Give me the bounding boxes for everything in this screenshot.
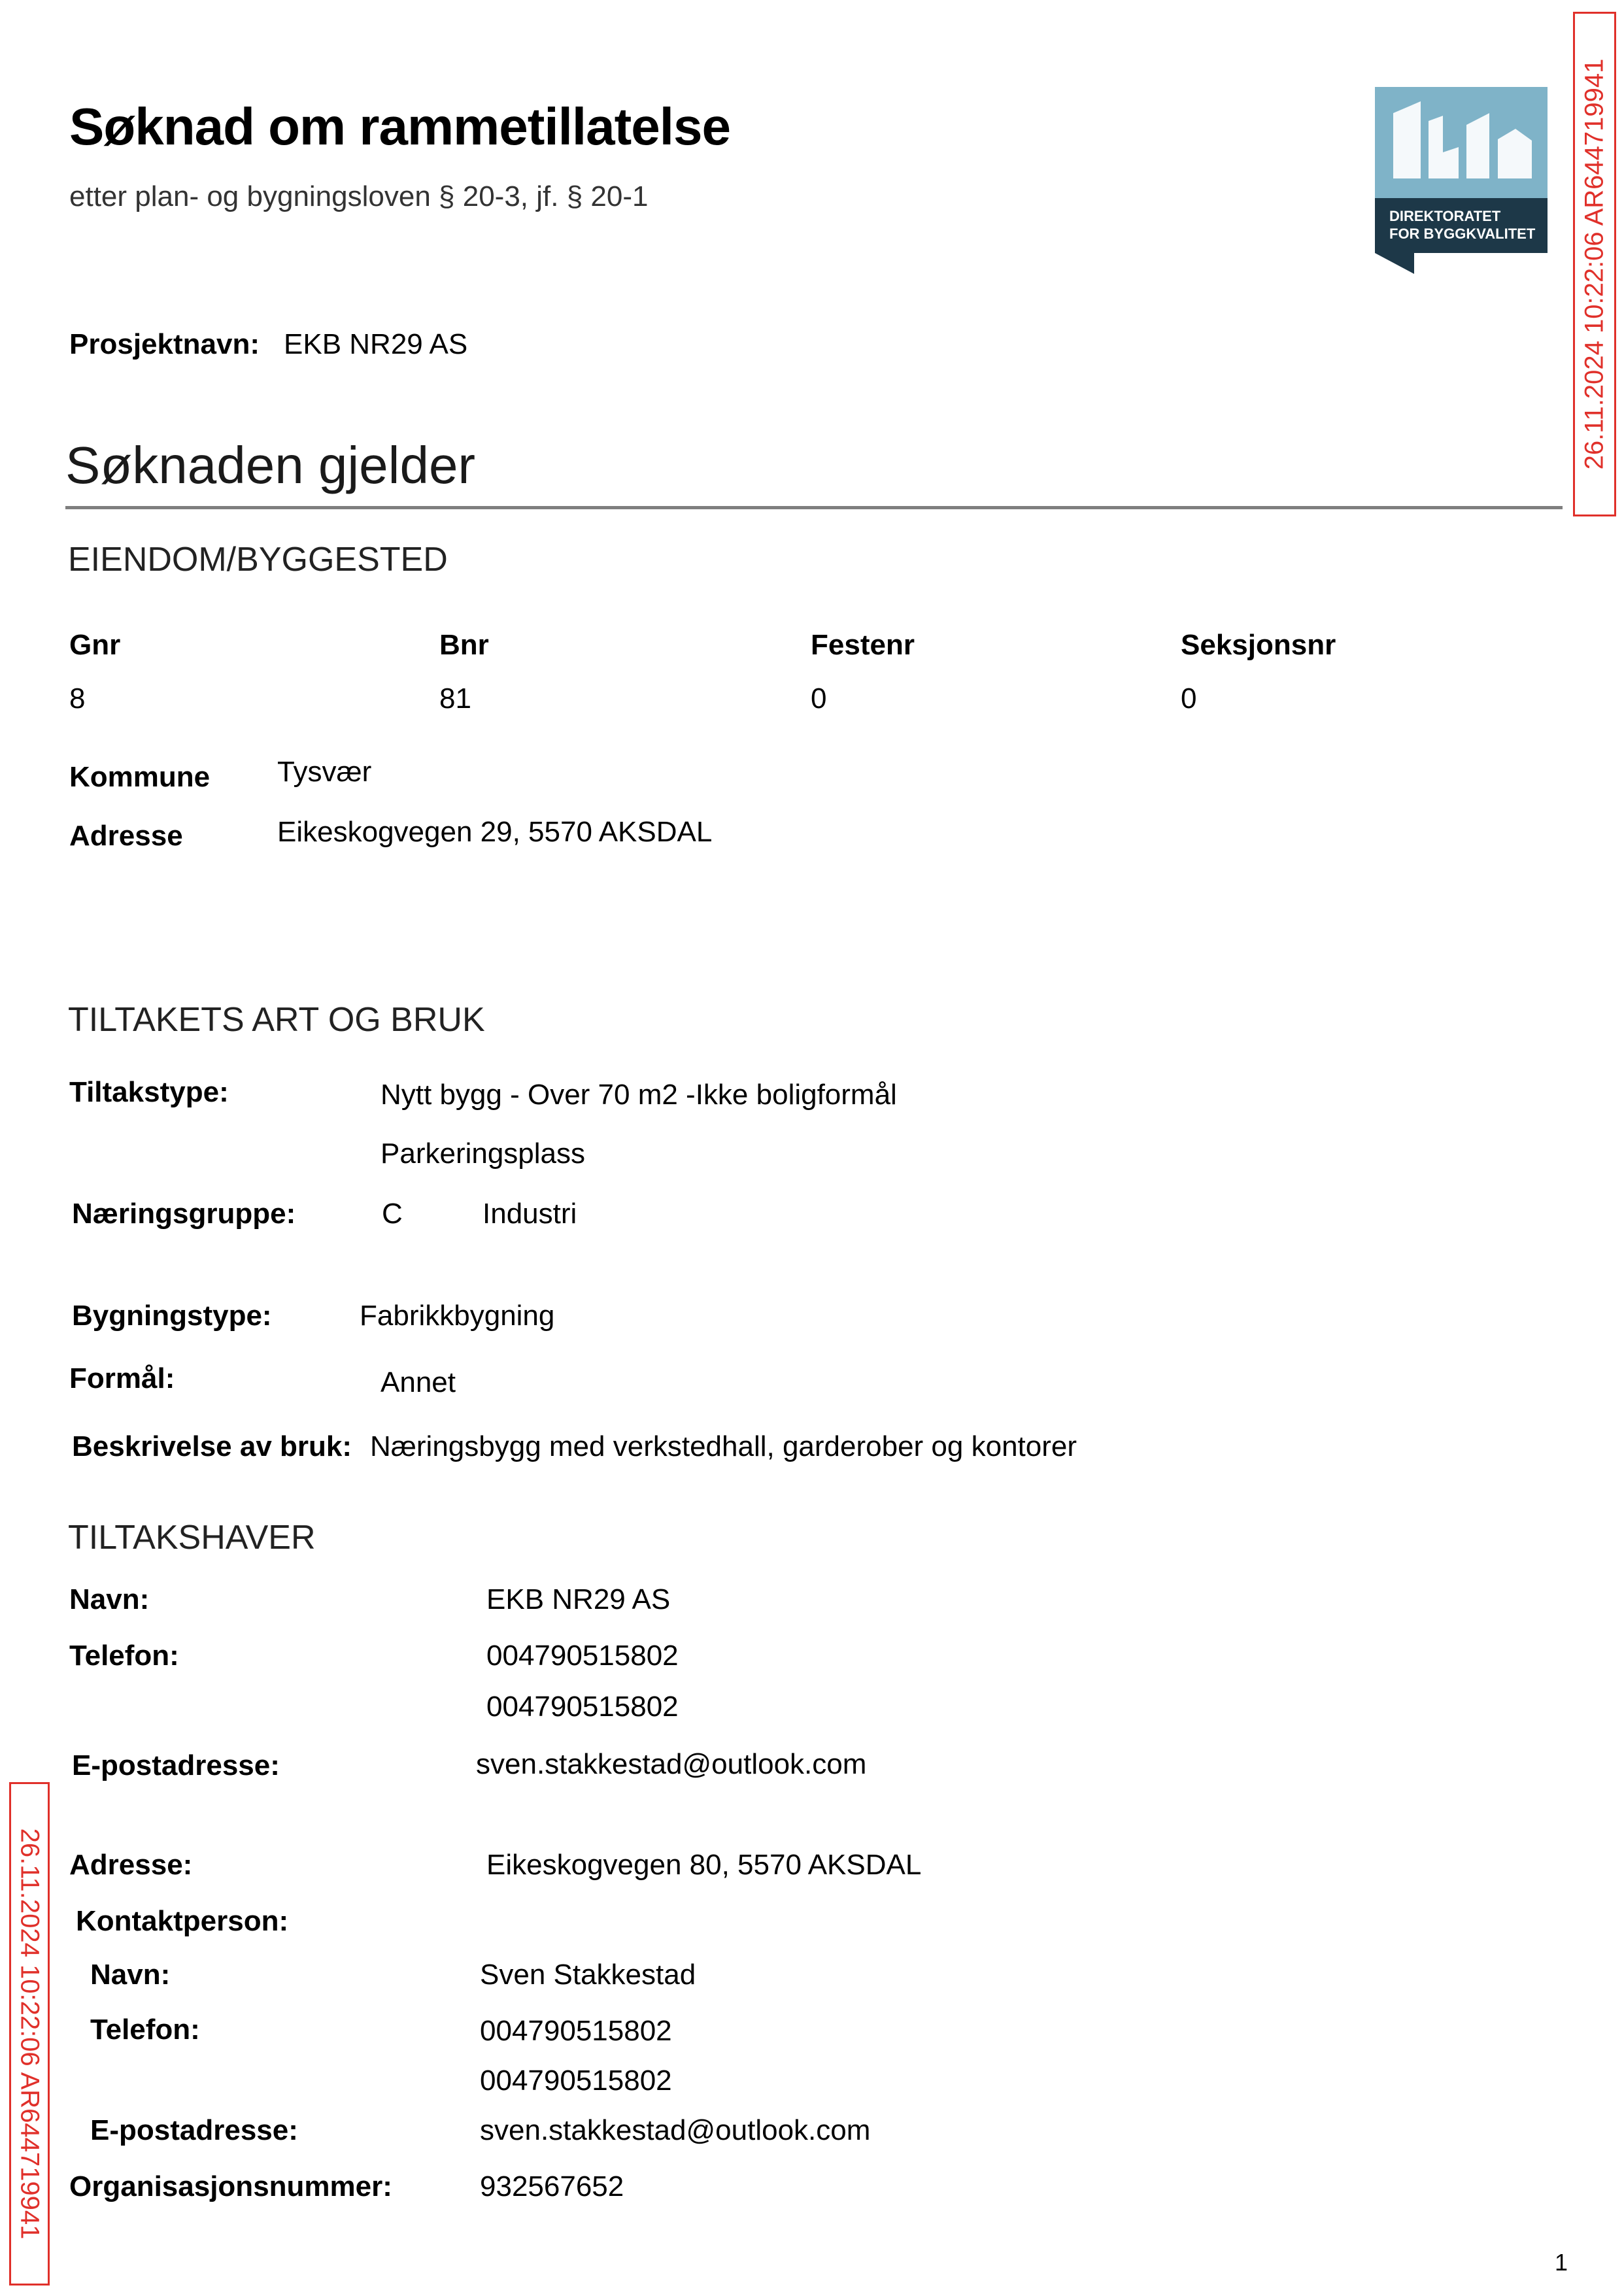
org-value: 932567652 — [480, 2170, 624, 2202]
tiltak-heading: TILTAKETS ART OG BRUK — [68, 1001, 485, 1039]
kommune-value: Tysvær — [277, 756, 372, 788]
telefon-value-2: 004790515802 — [486, 1691, 679, 1723]
bnr-value: 81 — [439, 683, 471, 715]
beskrivelse-value: Næringsbygg med verkstedhall, garderober og kontorer — [370, 1430, 1077, 1462]
epost-label: E-postadresse: — [72, 1749, 280, 1781]
tiltakstype-value-2: Parkeringsplass — [381, 1138, 586, 1170]
formal-label: Formål: — [69, 1362, 175, 1394]
main-heading: Søknaden gjelder — [65, 436, 476, 494]
tiltakstype-label: Tiltakstype: — [69, 1076, 229, 1108]
logo-text-line2: FOR BYGGKVALITET — [1389, 226, 1536, 242]
page-title: Søknad om rammetillatelse — [69, 97, 730, 156]
beskrivelse-label: Beskrivelse av bruk: — [72, 1430, 352, 1462]
dibk-logo — [1375, 87, 1548, 274]
telefon-value-1: 004790515802 — [486, 1640, 679, 1672]
kontakt-epost-label: E-postadresse: — [90, 2114, 298, 2146]
project-value: EKB NR29 AS — [284, 328, 468, 360]
stamp-text: 26.11.2024 10:22:06 AR644719941 — [1580, 58, 1609, 470]
kontakt-navn-value: Sven Stakkestad — [480, 1959, 696, 1991]
adresse-label: Adresse — [69, 820, 183, 852]
timestamp-stamp-bottom — [9, 1782, 50, 2286]
kontakt-epost-value: sven.stakkestad@outlook.com — [480, 2114, 871, 2146]
page-number: 1 — [1555, 2249, 1568, 2276]
tiltakshaver-adresse-label: Adresse: — [69, 1849, 193, 1881]
festenr-value: 0 — [811, 683, 827, 715]
tiltakshaver-heading: TILTAKSHAVER — [68, 1519, 316, 1557]
kontakt-navn-label: Navn: — [90, 1959, 171, 1991]
kontaktperson-label: Kontaktperson: — [76, 1905, 289, 1937]
logo-text-line1: DIREKTORATET — [1389, 208, 1501, 224]
bnr-header: Bnr — [439, 629, 489, 661]
telefon-label: Telefon: — [69, 1640, 179, 1672]
navn-value: EKB NR29 AS — [486, 1583, 671, 1615]
kontakt-telefon-label: Telefon: — [90, 2014, 200, 2046]
kontakt-telefon-value-1: 004790515802 — [480, 2015, 672, 2047]
kommune-label: Kommune — [69, 761, 211, 793]
bygningstype-value: Fabrikkbygning — [360, 1300, 555, 1332]
seksjonsnr-value: 0 — [1181, 683, 1197, 715]
epost-value: sven.stakkestad@outlook.com — [476, 1748, 867, 1780]
festenr-header: Festenr — [811, 629, 915, 661]
formal-value: Annet — [381, 1366, 456, 1398]
kontakt-telefon-value-2: 004790515802 — [480, 2065, 672, 2097]
tiltakshaver-adresse-value: Eikeskogvegen 80, 5570 AKSDAL — [486, 1849, 922, 1881]
naeringsgruppe-label: Næringsgruppe: — [72, 1198, 296, 1230]
tiltakstype-value-1: Nytt bygg - Over 70 m2 -Ikke boligformål — [381, 1079, 897, 1111]
seksjonsnr-header: Seksjonsnr — [1181, 629, 1336, 661]
heading-divider — [65, 506, 1563, 509]
navn-label: Navn: — [69, 1583, 150, 1615]
project-label: Prosjektnavn: — [69, 328, 260, 360]
bygningstype-label: Bygningstype: — [72, 1300, 272, 1332]
naeringsgruppe-value: Industri — [482, 1198, 577, 1230]
timestamp-stamp-top — [1573, 12, 1616, 516]
page-subtitle: etter plan- og bygningsloven § 20-3, jf. § 20-1 — [69, 180, 649, 212]
property-heading: EIENDOM/BYGGESTED — [68, 541, 448, 579]
adresse-value: Eikeskogvegen 29, 5570 AKSDAL — [277, 816, 713, 848]
stamp-text: 26.11.2024 10:22:06 AR644719941 — [15, 1828, 44, 2240]
gnr-value: 8 — [69, 683, 86, 715]
gnr-header: Gnr — [69, 629, 121, 661]
naeringsgruppe-code: C — [382, 1198, 403, 1230]
org-label: Organisasjonsnummer: — [69, 2170, 392, 2202]
